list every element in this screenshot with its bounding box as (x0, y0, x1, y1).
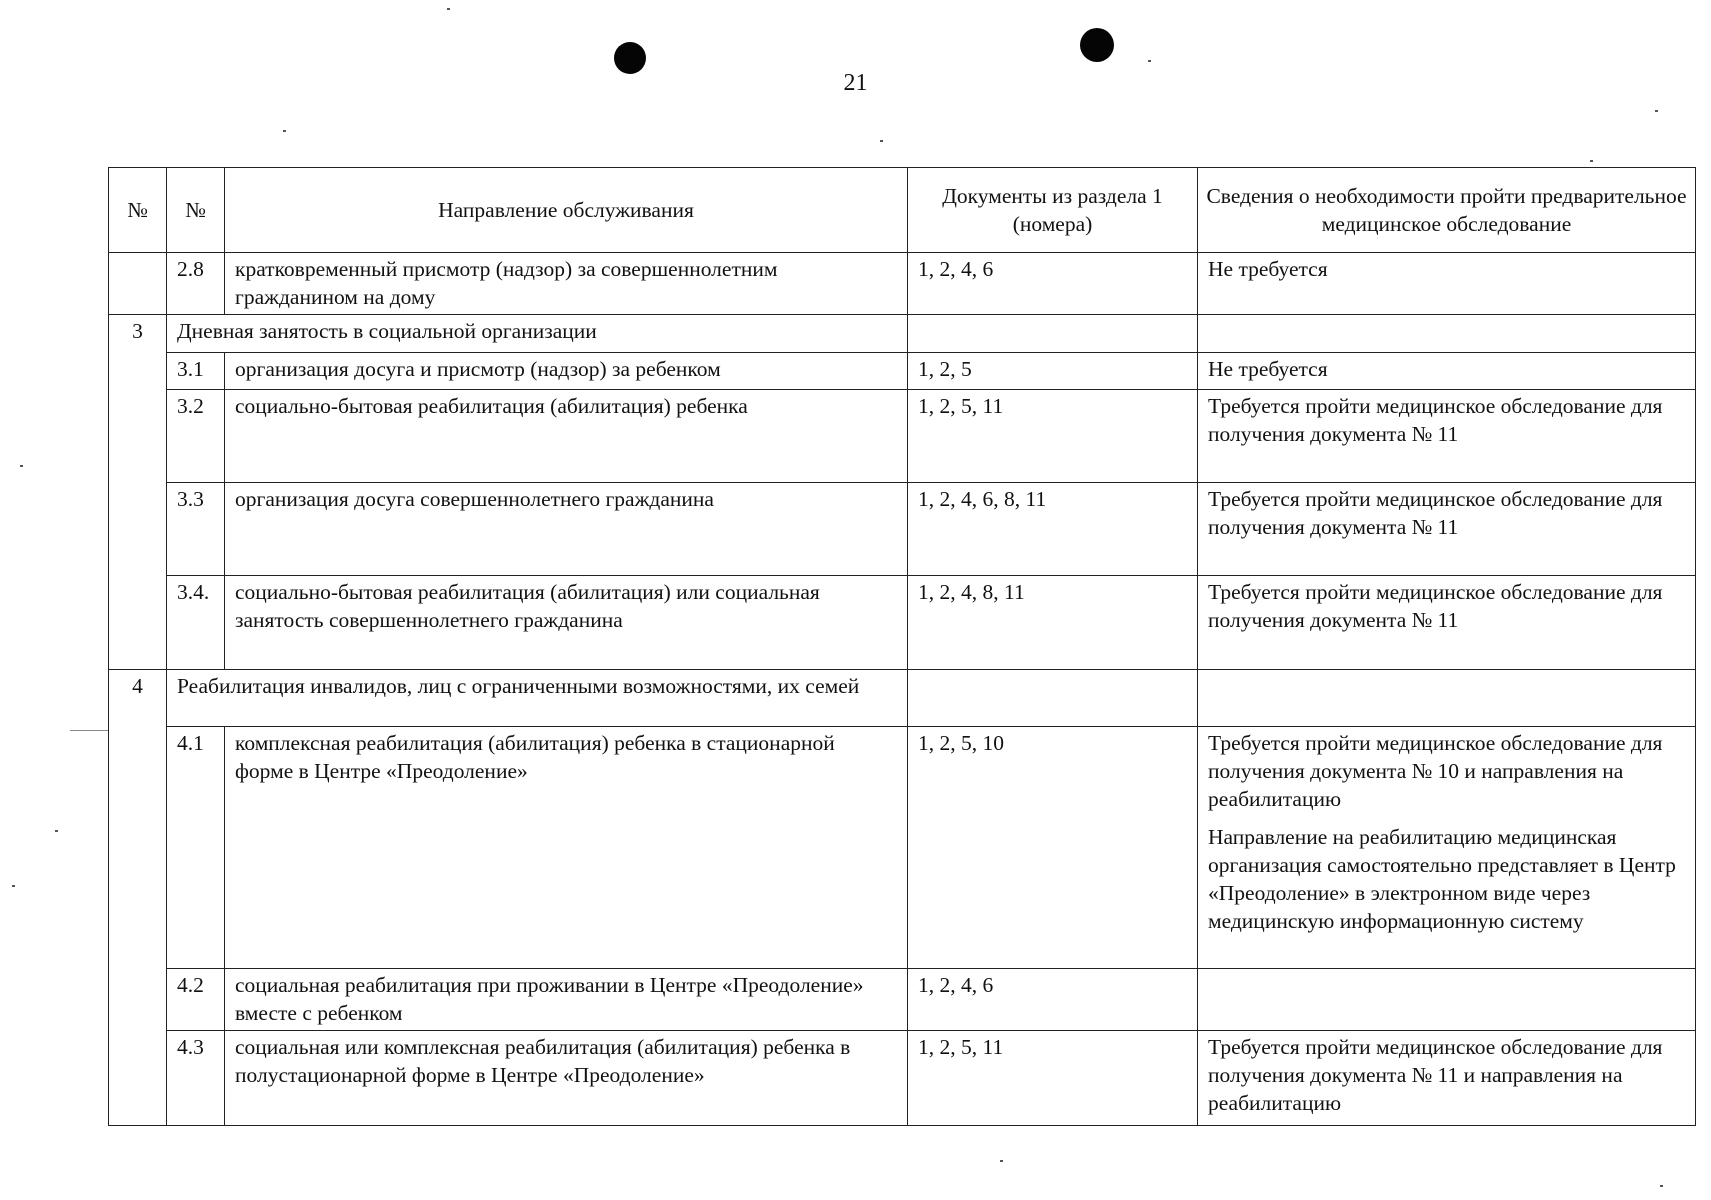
section-number-cell (109, 353, 167, 390)
row-medical-cell (1198, 727, 1696, 969)
scan-speck (283, 130, 286, 132)
section-number-cell (109, 727, 167, 969)
scan-speck (880, 140, 883, 142)
row-direction: кратковременный присмотр (надзор) за совершеннолетним гражданином на дому (225, 253, 908, 315)
table-row (109, 353, 1696, 390)
row-direction: организация досуга совершеннолетнего гражданина (225, 483, 908, 576)
section-row (109, 315, 1696, 353)
section-number-cell (109, 969, 167, 1031)
services-table (108, 167, 1696, 1126)
section-number-cell (109, 390, 167, 483)
table-row (109, 390, 1696, 483)
row-documents: 1, 2, 5 (908, 353, 1198, 390)
row-medical: Требуется пройти медицинское обследование для получения документа № 10 и направления на реабилитацию (1208, 731, 1663, 811)
section-title: Реабилитация инвалидов, лиц с ограниченными возможностями, их семей (167, 670, 908, 727)
row-medical: Требуется пройти медицинское обследование для получения документа № 11 и направления на реабилитацию (1198, 1031, 1696, 1126)
table-row (109, 727, 1696, 969)
row-documents: 1, 2, 4, 6, 8, 11 (908, 483, 1198, 576)
header-no-outer: № (109, 168, 167, 253)
row-direction: комплексная реабилитация (абилитация) ребенка в стационарной форме в Центре «Преодоление» (225, 727, 908, 969)
row-number: 4.3 (167, 1031, 225, 1126)
section-medical-empty (1198, 670, 1696, 727)
punch-hole-right (1080, 28, 1114, 62)
section-number: 3 (109, 315, 167, 353)
row-documents: 1, 2, 5, 11 (908, 1031, 1198, 1126)
scan-speck (1660, 1185, 1663, 1187)
row-documents: 1, 2, 4, 8, 11 (908, 576, 1198, 670)
scan-speck (1655, 110, 1658, 112)
table-row (109, 253, 1696, 315)
section-number-cell (109, 1031, 167, 1126)
section-documents-empty (908, 670, 1198, 727)
section-row (109, 670, 1696, 727)
row-medical: Требуется пройти медицинское обследование для получения документа № 11 (1198, 390, 1696, 483)
scan-speck (1148, 60, 1151, 62)
row-documents: 1, 2, 5, 10 (908, 727, 1198, 969)
scan-speck (12, 885, 15, 887)
row-number: 3.4. (167, 576, 225, 670)
scan-dash (70, 730, 108, 731)
section-number-cell (109, 253, 167, 315)
scan-speck (447, 8, 450, 10)
section-title: Дневная занятость в социальной организации (167, 315, 908, 353)
section-medical-empty (1198, 315, 1696, 353)
table-row (109, 483, 1696, 576)
table-row (109, 1031, 1696, 1126)
row-medical: Не требуется (1198, 353, 1696, 390)
row-direction: организация досуга и присмотр (надзор) за ребенком (225, 353, 908, 390)
section-number-cell (109, 483, 167, 576)
header-direction: Направление обслуживания (225, 168, 908, 253)
page-number: 21 (843, 70, 868, 96)
section-number: 4 (109, 670, 167, 727)
header-no-inner: № (167, 168, 225, 253)
scan-speck (20, 465, 23, 467)
row-medical-note: Направление на реабилитацию медицинская организация самостоятельно представляет в Центр «Преодоление» в электронном виде через медицинскую информационную систему (1208, 825, 1676, 933)
table-row (109, 969, 1696, 1031)
row-number: 3.3 (167, 483, 225, 576)
section-documents-empty (908, 315, 1198, 353)
row-medical (1198, 969, 1696, 1031)
section-number-cell (109, 576, 167, 670)
table-header-row (109, 168, 1696, 253)
header-documents: Документы из раздела 1 (номера) (908, 168, 1198, 253)
scan-speck (1000, 1160, 1003, 1162)
row-number: 2.8 (167, 253, 225, 315)
row-documents: 1, 2, 5, 11 (908, 390, 1198, 483)
row-medical: Не требуется (1198, 253, 1696, 315)
row-documents: 1, 2, 4, 6 (908, 253, 1198, 315)
row-number: 3.1 (167, 353, 225, 390)
row-number: 3.2 (167, 390, 225, 483)
row-number: 4.2 (167, 969, 225, 1031)
row-medical: Требуется пройти медицинское обследование для получения документа № 11 (1198, 483, 1696, 576)
row-number: 4.1 (167, 727, 225, 969)
scan-speck (55, 830, 58, 832)
row-direction: социальная реабилитация при проживании в Центре «Преодоление» вместе с ребенком (225, 969, 908, 1031)
scan-speck (1590, 160, 1593, 162)
row-direction: социальная или комплексная реабилитация (абилитация) ребенка в полустационарной форме в Центре «Преодоление» (225, 1031, 908, 1126)
row-direction: социально-бытовая реабилитация (абилитация) или социальная занятость совершеннолетнего гражданина (225, 576, 908, 670)
row-documents: 1, 2, 4, 6 (908, 969, 1198, 1031)
row-direction: социально-бытовая реабилитация (абилитация) ребенка (225, 390, 908, 483)
table-row (109, 576, 1696, 670)
row-medical: Требуется пройти медицинское обследование для получения документа № 11 (1198, 576, 1696, 670)
header-medical: Сведения о необходимости пройти предварительное медицинское обследование (1198, 168, 1696, 253)
